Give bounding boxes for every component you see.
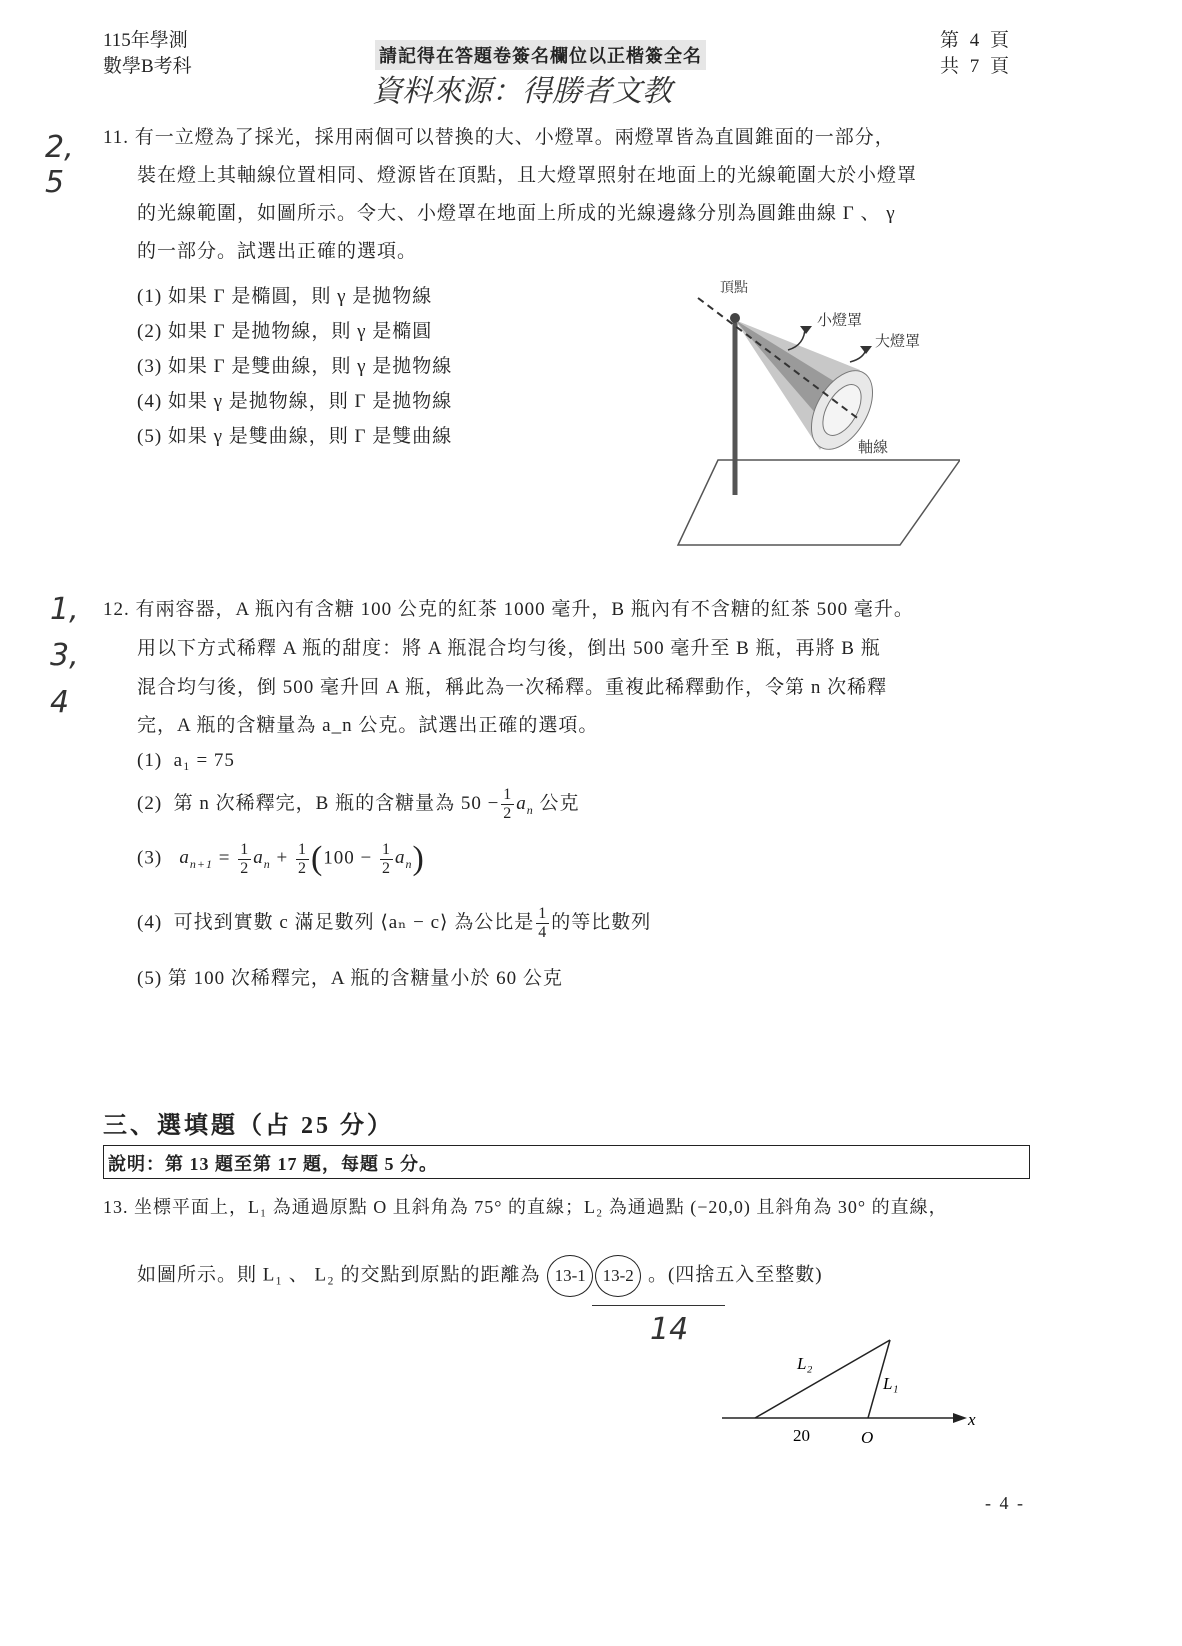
q11-line: 的一部分。試選出正確的選項。 — [137, 241, 418, 262]
ground-plane — [678, 460, 960, 545]
q11-option-2: (2) 如果 Γ 是拋物線，則 γ 是橢圓 — [137, 321, 433, 342]
q12-line: 完，A 瓶的含糖量為 a_n 公克。試選出正確的選項。 — [137, 715, 599, 736]
q12-option-5: (5) 第 100 次稀釋完，A 瓶的含糖量小於 60 公克 — [137, 968, 563, 989]
label-origin: O — [861, 1428, 874, 1447]
q11-line: 的光線範圍，如圖所示。令大、小燈罩在地面上所成的光線邊緣分別為圓錐曲線 Γ 、 γ — [137, 203, 896, 224]
handwritten-answer-13: 14 — [650, 1312, 689, 1347]
q12-option-2: (2) 第 n 次稀釋完，B 瓶的含糖量為 50 − $\frac{1}{2}$ $a_n$ 公克 — [137, 786, 580, 822]
instruction-text: 說明：第 13 題至第 17 題，每題 5 分。 — [108, 1154, 438, 1174]
handwritten-source: 資料來源：得勝者文教 — [372, 74, 672, 109]
handwritten-answer-11a: 2, — [45, 130, 74, 165]
q13-figure — [715, 1325, 995, 1455]
header-left — [103, 28, 192, 80]
label-large-shade: 大燈罩 — [875, 334, 921, 350]
line-l2 — [755, 1340, 890, 1418]
label-small-shade: 小燈罩 — [817, 313, 863, 329]
q11-option-4: (4) 如果 γ 是拋物線，則 Γ 是拋物線 — [137, 391, 453, 412]
total-pages: 共 7 頁 — [940, 56, 1013, 77]
page-indicator: 第 4 頁 — [940, 30, 1013, 51]
label-vertex: 頂點 — [720, 281, 748, 296]
q13-line-2: 如圖所示。則 L₁ 、 L₂ 的交點到原點的距離為 13-1 13-2 。(四捨五入至整數) — [137, 1255, 823, 1297]
answer-blank-13-1[interactable]: 13-1 — [547, 1255, 593, 1297]
header-right — [940, 28, 1012, 80]
lamp-figure — [620, 270, 960, 560]
q11-line: 裝在燈上其軸線位置相同、燈源皆在頂點，且大燈罩照射在地面上的光線範圍大於小燈罩 — [137, 165, 918, 186]
vertex-point — [730, 313, 740, 323]
q12-option-4: (4) 可找到實數 c 滿足數列 ⟨aₙ − c⟩ 為公比是 $\frac{1}{4}$ 的等比數列 — [137, 905, 652, 941]
q12-option-3: (3) $a_{n+1}$ = $\frac{1}{2}$ $a_n$ + $\frac{1}{2}$ (100 − $\frac{1}{2}$ $a_n$) — [137, 840, 425, 877]
exam-name: 115年學測 — [103, 30, 188, 51]
label-20: 20 — [793, 1426, 810, 1445]
q11-option-3: (3) 如果 Γ 是雙曲線，則 γ 是拋物線 — [137, 356, 453, 377]
handwritten-answer-12b: 3, — [50, 638, 79, 673]
q12-line: 12. 有兩容器，A 瓶內有含糖 100 公克的紅茶 1000 毫升，B 瓶內有不含糖的紅茶 500 毫升。 — [103, 599, 914, 620]
handwritten-answer-12c: 4 — [50, 685, 70, 720]
q11-line: 11. 有一立燈為了採光，採用兩個可以替換的大、小燈罩。兩燈罩皆為直圓錐面的一部分， — [103, 127, 895, 148]
answer-underline — [592, 1305, 725, 1306]
q12-option-1: (1) a₁ = 75 — [137, 750, 235, 771]
section-title: 三、選填題（占 25 分） — [103, 1113, 394, 1139]
q12-line: 用以下方式稀釋 A 瓶的甜度：將 A 瓶混合均勻後，倒出 500 毫升至 B 瓶，再將 B 瓶 — [137, 638, 881, 659]
label-l2: L₂ — [797, 1354, 813, 1373]
label-axis: 軸線 — [858, 440, 889, 456]
q12-line: 混合均勻後，倒 500 毫升回 A 瓶，稱此為一次稀釋。重複此稀釋動作，令第 n 次稀釋 — [137, 677, 888, 698]
handwritten-answer-12a: 1, — [50, 592, 79, 627]
page-number: - 4 - — [985, 1493, 1025, 1513]
subject-name: 數學B考科 — [103, 56, 192, 77]
q11-option-5: (5) 如果 γ 是雙曲線，則 Γ 是雙曲線 — [137, 426, 453, 447]
q11-option-1: (1) 如果 Γ 是橢圓，則 γ 是拋物線 — [137, 286, 433, 307]
q13-line: 13. 坐標平面上，L₁ 為通過原點 O 且斜角為 75° 的直線；L₂ 為通過點 (−20,0) 且斜角為 30° 的直線， — [103, 1197, 948, 1217]
label-x: x — [968, 1410, 976, 1429]
x-axis-arrow — [953, 1413, 967, 1423]
answer-blank-13-2[interactable]: 13-2 — [595, 1255, 641, 1297]
handwritten-answer-11b: 5 — [45, 165, 65, 200]
label-l1: L₁ — [883, 1374, 899, 1393]
signature-notice: 請記得在答題卷簽名欄位以正楷簽全名 — [375, 40, 706, 70]
